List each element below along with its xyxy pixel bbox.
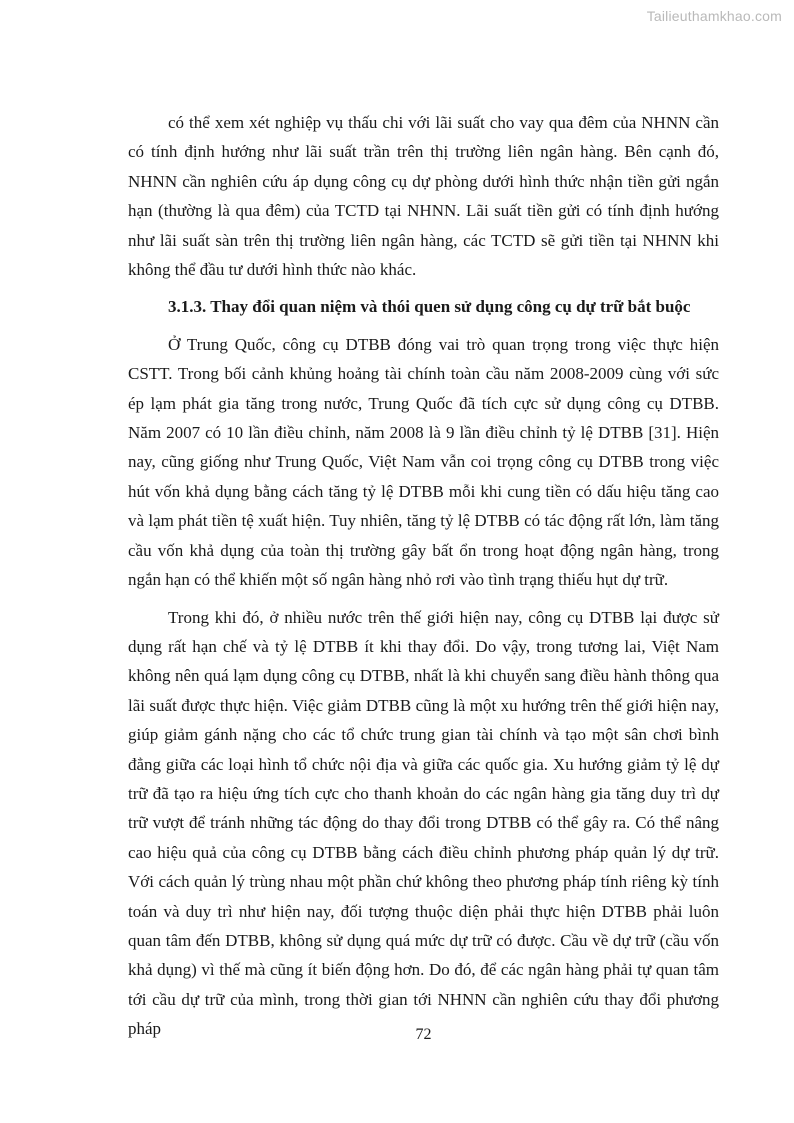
watermark-text: Tailieuthamkhao.com bbox=[646, 8, 782, 24]
page-number: 72 bbox=[415, 1026, 432, 1043]
section-heading-3-1-3: 3.1.3. Thay đổi quan niệm và thói quen sử dụng công cụ dự trữ bắt buộc bbox=[168, 297, 691, 317]
paragraph-overdraft-policy: có thể xem xét nghiệp vụ thấu chi với lãi suất cho vay qua đêm của NHNN cần có tính định hướng như lãi suất trần trên thị trường liên ngân hàng. Bên cạnh đó, NHNN cần nghiên cứu áp dụng công cụ dự phòng dưới hình thức nhận tiền gửi ngắn hạn (thường là qua đêm) của TCTD tại NHNN. Lãi suất tiền gửi có tính định hướng như lãi suất sàn trên thị trường liên ngân hàng, các TCTD sẽ gửi tiền tại NHNN khi không thể đầu tư dưới hình thức nào khác. bbox=[128, 113, 719, 280]
page-content bbox=[128, 108, 719, 1052]
paragraph-world-dtbb-trend: Trong khi đó, ở nhiều nước trên thế giới hiện nay, công cụ DTBB lại được sử dụng rất hạn chế và tỷ lệ DTBB ít khi thay đổi. Do vậy, trong tương lai, Việt Nam không nên quá lạm dụng công cụ DTBB, nhất là khi chuyển sang điều hành thông qua lãi suất được thực hiện. Việc giảm DTBB cũng là một xu hướng trên thế giới hiện nay, giúp giảm gánh nặng cho các tổ chức trung gian tài chính và tạo một sân chơi bình đẳng giữa các loại hình tổ chức nội địa và giữa các quốc gia. Xu hướng giảm tỷ lệ dự trữ đã tạo ra hiệu ứng tích cực cho thanh khoản do các ngân hàng gia tăng duy trì dự trữ vượt để tránh những tác động do thay đổi trong DTBB có thể gây ra. Có thể nâng cao hiệu quả của công cụ DTBB bằng cách điều chỉnh phương pháp quản lý dự trữ. Với cách quản lý trùng nhau một phần chứ không theo phương pháp tính riêng kỳ tính toán và duy trì như hiện nay, đối tượng thuộc diện phải thực hiện DTBB phải luôn quan tâm đến DTBB, không sử dụng quá mức dự trữ có được. Cầu về dự trữ (cầu vốn khả dụng) vì thế mà cũng ít biến động hơn. Do đó, để các ngân hàng phải tự quan tâm tới cầu dự trữ của mình, trong thời gian tới NHNN cần nghiên cứu thay đổi phương pháp bbox=[128, 607, 719, 1039]
paragraph-china-dtbb: Ở Trung Quốc, công cụ DTBB đóng vai trò quan trọng trong việc thực hiện CSTT. Trong bối cảnh khủng hoảng tài chính toàn cầu năm 2008-2009 cùng với sức ép lạm phát gia tăng trong nước, Trung Quốc đã tích cực sử dụng công cụ DTBB. Năm 2007 có 10 lần điều chỉnh, năm 2008 là 9 lần điều chỉnh tỷ lệ DTBB [31]. Hiện nay, cũng giống như Trung Quốc, Việt Nam vẫn coi trọng công cụ DTBB trong việc hút vốn khả dụng bằng cách tăng tỷ lệ DTBB mỗi khi cung tiền có dấu hiệu tăng cao và lạm phát tiền tệ xuất hiện. Tuy nhiên, tăng tỷ lệ DTBB có tác động rất lớn, làm tăng cầu vốn khả dụng của toàn thị trường gây bất ổn trong hoạt động ngân hàng, trong ngắn hạn có thể khiến một số ngân hàng nhỏ rơi vào tình trạng thiếu hụt dự trữ. bbox=[128, 334, 719, 590]
